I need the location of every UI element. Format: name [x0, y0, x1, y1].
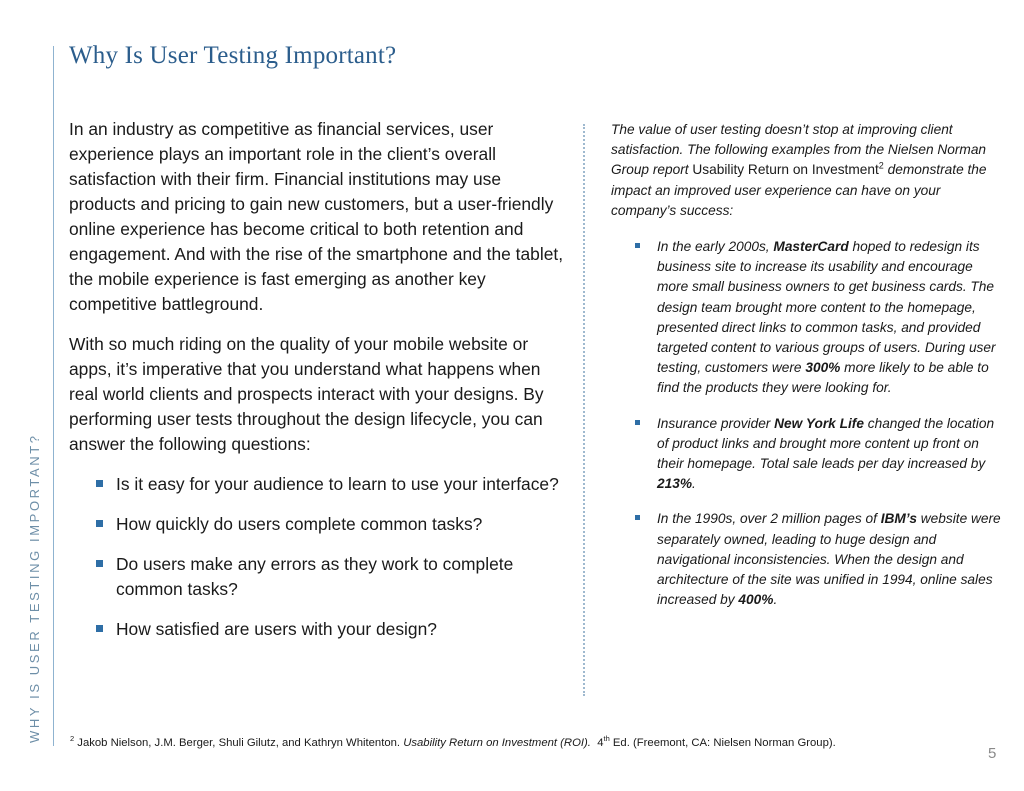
question-list [69, 472, 569, 642]
company-name: MasterCard [773, 239, 849, 255]
footnote: $^2$ Jakob Nielson, J.M. Berger, Shuli Gilutz, and Kathryn Whitenton. Usability Return on Investment (ROI). 4th Ed. (Freemont, CA: Nielsen Norman Group). [70, 734, 836, 749]
question-item: How satisfied are users with your design? [69, 617, 569, 642]
footnote-ref: 2 [878, 160, 884, 171]
company-name: IBM’s [880, 511, 917, 527]
example-item: Insurance provider New York Life changed the location of product links and brought more content up front on their homepage. Total sale leads per day increased by 213%. [611, 414, 1007, 495]
footnote-title: Usability Return on Investment (ROI). [403, 736, 591, 749]
side-section-label: WHY IS USER TESTING IMPORTANT? [27, 433, 42, 743]
slide-title: Why Is User Testing Important? [69, 42, 397, 69]
bullet-square-icon [635, 515, 640, 520]
right-column [611, 120, 1007, 625]
bullet-square-icon [96, 625, 103, 632]
company-name: New York Life [774, 415, 864, 431]
example-list [611, 237, 1007, 610]
bullet-square-icon [635, 243, 640, 248]
bullet-square-icon [96, 560, 103, 567]
page-number: 5 [988, 745, 997, 762]
question-item: How quickly do users complete common tasks? [69, 512, 569, 537]
bullet-square-icon [96, 520, 103, 527]
questions-paragraph: With so much riding on the quality of your mobile website or apps, it’s imperative that you understand what happens when real world clients and prospects interact with your designs. By performing user tests throughout the design lifecycle, you can answer the following questions: [69, 334, 544, 454]
question-item: Is it easy for your audience to learn to use your interface? [69, 472, 569, 497]
bullet-square-icon [635, 420, 640, 425]
intro-paragraph: In an industry as competitive as financial services, user experience plays an important role in the client’s overall satisfaction with their firm. Financial institutions may use products and pricing to gain new customers, but a user-friendly online experience has become critical to both retention and engagement. And with the rise of the smartphone and the tablet, the mobile experience is fast emerging as another key competitive battleground. [69, 119, 564, 314]
left-accent-rule [53, 46, 54, 746]
example-item: In the 1990s, over 2 million pages of IBM’s website were separately owned, leading to huge design and navigational inconsistencies. When the design and architecture of the site was unified in 1994, online sales increased by 400%. [611, 509, 1007, 610]
example-item: In the early 2000s, MasterCard hoped to redesign its business site to increase its usability and encourage more small business owners to get business cards. The design team brought more content to the homepage, presented direct links to common tasks, and provided targeted content to various groups of users. During user testing, customers were 300% more likely to be able to find the products they were looking for. [611, 237, 1007, 399]
question-item: Do users make any errors as they work to complete common tasks? [69, 552, 569, 602]
sidebar-intro: The value of user testing doesn’t stop at improving client satisfaction. The following examples from the Nielsen Norman Group report Usability Return on Investment$^2$ demonstrate the impact an improved user experience can have on your company’s success: [611, 122, 987, 218]
stat-value: 400% [738, 592, 774, 608]
bullet-square-icon [96, 480, 103, 487]
stat-value: 300% [805, 360, 841, 376]
stat-value: 213% [657, 476, 693, 492]
left-column [69, 117, 569, 657]
column-divider [583, 124, 585, 696]
report-title: Usability Return on Investment [692, 162, 879, 178]
